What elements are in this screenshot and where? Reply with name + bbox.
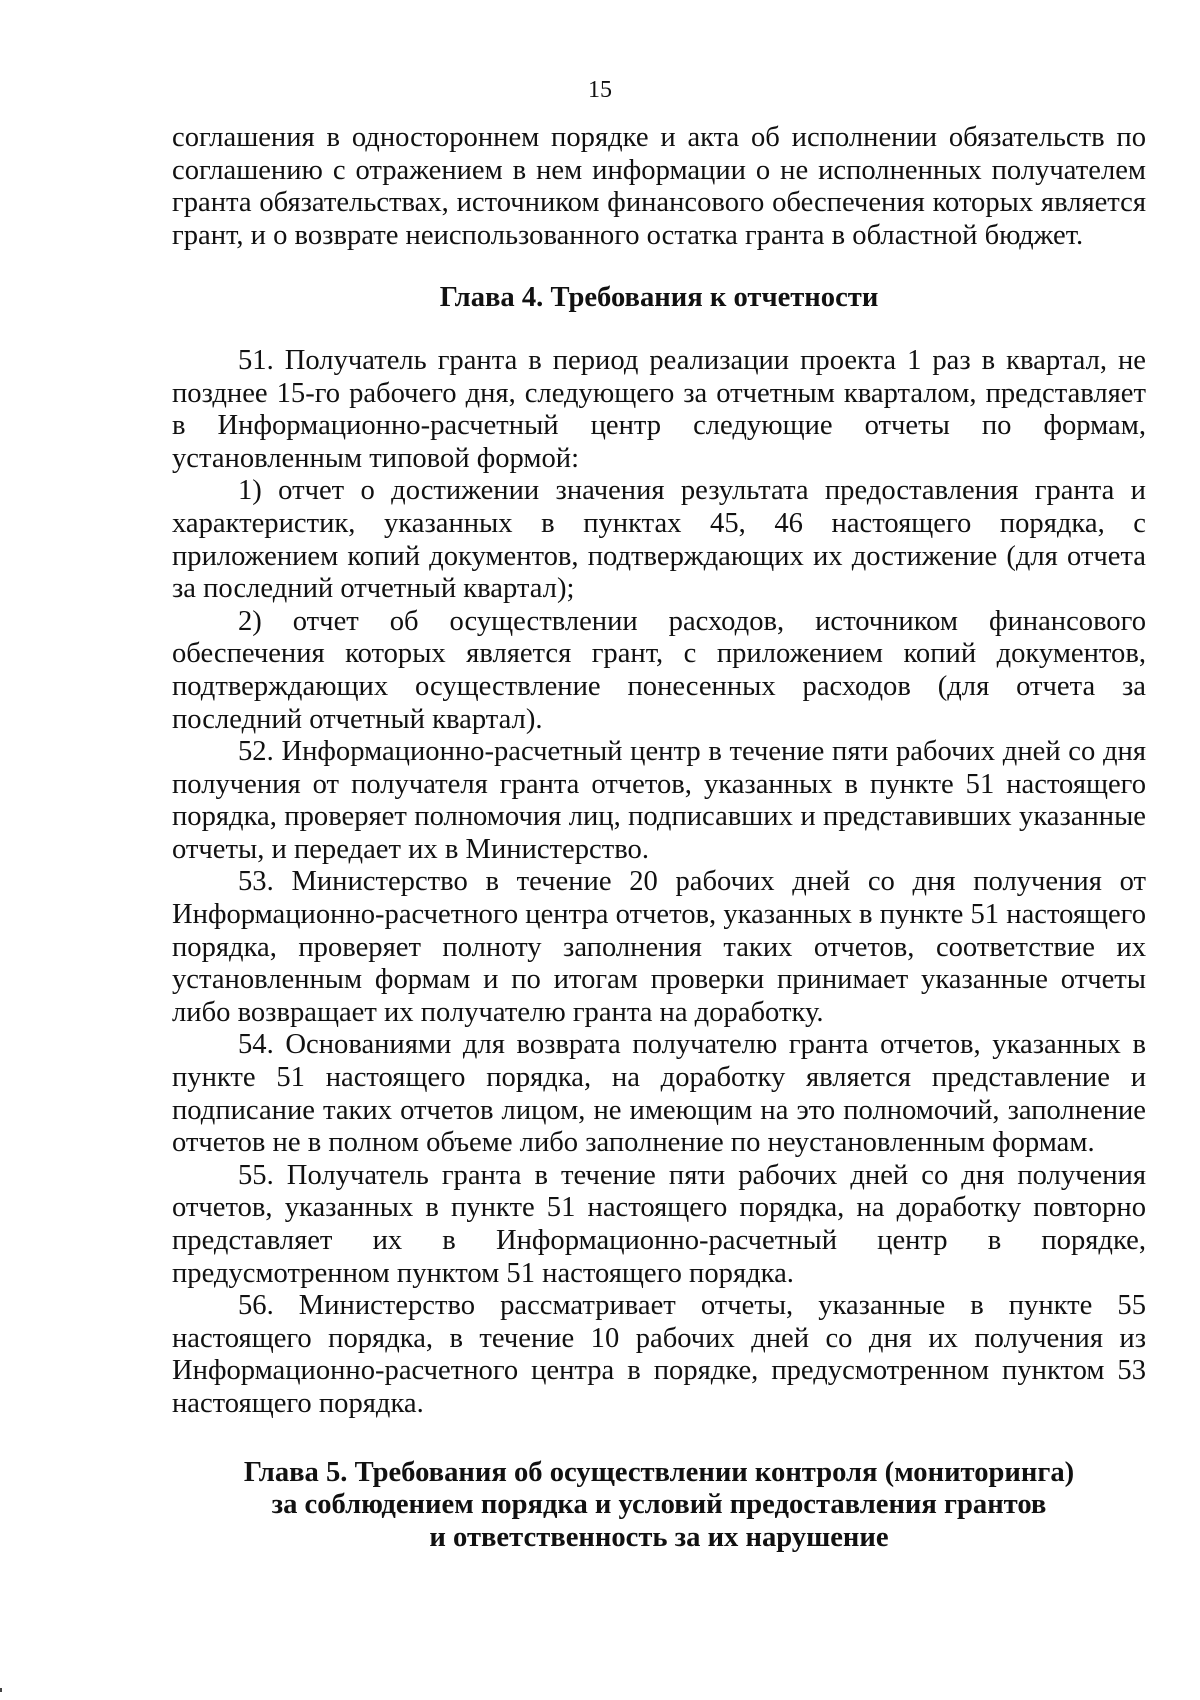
document-body [172, 122, 1146, 1554]
paragraph-51-item-2: 2) отчет об осуществлении расходов, источником финансового обеспечения которых является грант, с приложением копий документов, подтверждающих осуществление понесенных расходов (для отчета за последний отчетный квартал). [172, 605, 1146, 735]
chapter-4-heading: Глава 4. Требования к отчетности [439, 282, 879, 314]
intro-paragraph: соглашения в одностороннем порядке и акта об исполнении обязательств по соглашению с отражением в нем информации о не исполненных получателем гранта обязательствах, источником финансового обеспечения которых является грант, и о возврате неиспользованного остатка гранта в областной бюджет. [172, 122, 1146, 251]
chapter-5-heading-line-2: за соблюдением порядка и условий предоставления грантов [271, 1489, 1047, 1521]
chapter-5-heading [172, 1457, 1146, 1555]
paragraph-53: 53. Министерство в течение 20 рабочих дней со дня получения от Информационно-расчетного центра отчетов, указанных в пункте 51 настоящего порядка, проверяет полноту заполнения таких отчетов, соответствие их установленным формам и по итогам проверки принимает указанные отчеты либо возвращает их получателю гранта на доработку. [172, 866, 1146, 1028]
paragraph-54: 54. Основаниями для возврата получателю гранта отчетов, указанных в пункте 51 настоящего порядка, на доработку является представление и подписание таких отчетов лицом, не имеющим на это полномочий, заполнение отчетов не в полном объеме либо заполнение по неустановленным формам. [172, 1029, 1146, 1159]
scan-edge-mark [0, 1688, 2, 1692]
page-number: 15 [588, 77, 612, 103]
paragraph-56: 56. Министерство рассматривает отчеты, указанные в пункте 55 настоящего порядка, в течение 10 рабочих дней со дня их получения из Информационно-расчетного центра в порядке, предусмотренном пунктом 53 настоящего порядка. [172, 1290, 1146, 1419]
chapter-5-heading-line-3: и ответственность за их нарушение [429, 1521, 889, 1553]
paragraph-55: 55. Получатель гранта в течение пяти рабочих дней со дня получения отчетов, указанных в пункте 51 настоящего порядка, на доработку повторно представляет их в Информационно-расчетный центр в порядке, предусмотренном пунктом 51 настоящего порядка. [172, 1159, 1146, 1289]
paragraph-51-item-1: 1) отчет о достижении значения результата предоставления гранта и характеристик, указанных в пунктах 45, 46 настоящего порядка, с приложением копий документов, подтверждающих их достижение (для отчета за последний отчетный квартал); [172, 475, 1146, 605]
paragraph-51: 51. Получатель гранта в период реализации проекта 1 раз в квартал, не позднее 15-го рабочего дня, следующего за отчетным кварталом, представляет в Информационно-расчетный центр следующие отчеты по формам, установленным типовой формой: [172, 344, 1146, 474]
chapter-5-heading-line-1: Глава 5. Требования об осуществлении контроля (мониторинга) [243, 1456, 1075, 1488]
paragraph-52: 52. Информационно-расчетный центр в течение пяти рабочих дней со дня получения от получателя гранта отчетов, указанных в пункте 51 настоящего порядка, проверяет полномочия лиц, подписавших и представивших указанные отчеты, и передает их в Министерство. [172, 736, 1146, 865]
